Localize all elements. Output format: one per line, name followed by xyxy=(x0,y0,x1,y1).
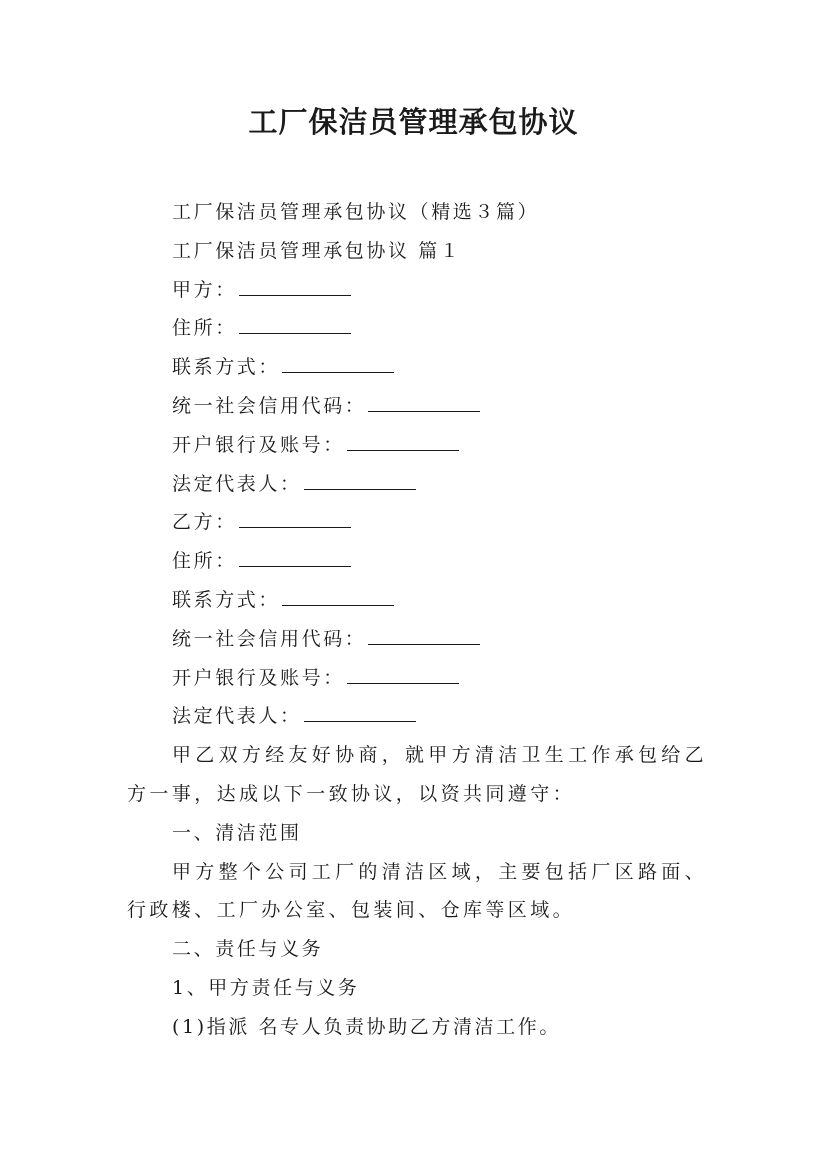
party-b-name-field xyxy=(127,503,707,542)
clause-2-sub-heading: 1、甲方责任与义务 xyxy=(172,976,360,999)
field-label: 甲方： xyxy=(172,278,237,301)
party-b-bank-field xyxy=(127,659,707,698)
blank-underline xyxy=(239,505,351,528)
clause-1-text: 甲方整个公司工厂的清洁区域，主要包括厂区路面、行政楼、工厂办公室、包装间、仓库等区域。 xyxy=(127,860,707,922)
blank-underline xyxy=(347,661,459,684)
field-label: 联系方式： xyxy=(172,356,281,379)
document-title: 工厂保洁员管理承包协议 xyxy=(248,105,579,139)
party-a-credit-code-field xyxy=(127,387,707,426)
field-label: 住所： xyxy=(172,317,237,340)
field-label: 住所： xyxy=(172,550,237,573)
section-heading: 工厂保洁员管理承包协议 篇１ xyxy=(172,239,462,262)
blank-underline xyxy=(282,350,394,373)
clause-1-heading: 一、清洁范围 xyxy=(172,821,302,844)
blank-underline xyxy=(304,699,416,722)
party-a-contact-field xyxy=(127,348,707,387)
document-body xyxy=(127,193,707,1047)
party-b-credit-code-field xyxy=(127,620,707,659)
intro-paragraph: 甲乙双方经友好协商，就甲方清洁卫生工作承包给乙方一事，达成以下一致协议，以资共同遵守： xyxy=(127,744,707,805)
blank-underline xyxy=(239,311,351,334)
document-subtitle: 工厂保洁员管理承包协议（精选３篇） xyxy=(172,201,540,223)
party-a-bank-field xyxy=(127,426,707,465)
field-label: 乙方： xyxy=(172,511,237,534)
field-label: 开户银行及账号： xyxy=(172,433,345,456)
blank-underline xyxy=(347,428,459,451)
field-label: 法定代表人： xyxy=(172,472,302,495)
field-label: 联系方式： xyxy=(172,588,281,611)
blank-underline xyxy=(239,544,351,567)
blank-underline xyxy=(368,622,480,645)
party-a-address-field xyxy=(127,309,707,348)
field-label: 统一社会信用代码： xyxy=(172,627,367,650)
blank-underline xyxy=(239,273,351,296)
blank-underline xyxy=(282,583,394,606)
party-b-address-field xyxy=(127,542,707,581)
blank-underline xyxy=(368,389,480,412)
party-a-name-field xyxy=(127,271,707,310)
field-label: 统一社会信用代码： xyxy=(172,394,367,417)
clause-2-heading: 二、责任与义务 xyxy=(172,938,324,961)
party-b-contact-field xyxy=(127,581,707,620)
party-b-legal-rep-field xyxy=(127,697,707,736)
blank-underline xyxy=(304,467,416,490)
party-a-legal-rep-field xyxy=(127,465,707,504)
field-label: 开户银行及账号： xyxy=(172,666,345,689)
clause-2-item: (1)指派 名专人负责协助乙方清洁工作。 xyxy=(172,1015,561,1038)
field-label: 法定代表人： xyxy=(172,705,302,728)
